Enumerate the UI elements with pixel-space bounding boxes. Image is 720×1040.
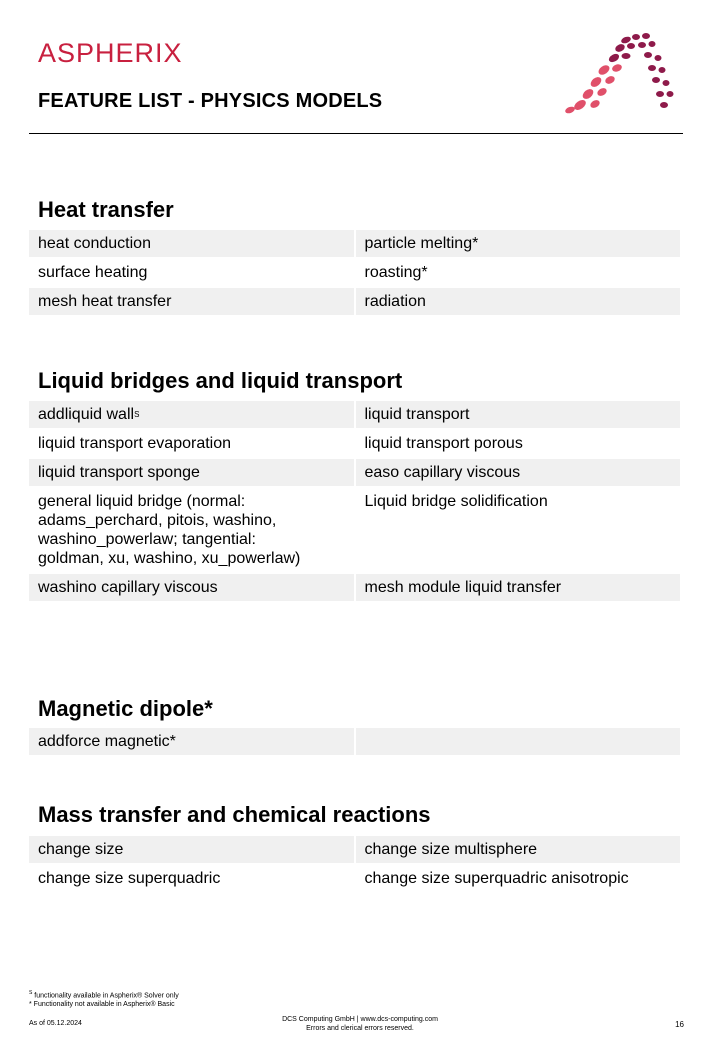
header-divider [29,133,683,134]
footer-disclaimer: Errors and clerical errors reserved. [306,1025,414,1032]
section-title-liquid-bridges: Liquid bridges and liquid transport [38,368,403,393]
table-row [29,259,680,286]
footer-date: As of 05.12.2024 [29,1020,82,1027]
table-cell: change size superquadric anisotropic [364,870,629,887]
table-cell: particle melting* [356,230,681,257]
table-cell [29,401,354,428]
solver-only-mark: S [134,410,140,419]
cell-line: goldman, xu, washino, xu_powerlaw) [38,550,301,567]
table-cell: mesh module liquid transfer [356,574,681,601]
magnetic-dipole-table [29,728,680,757]
cell-line: general liquid bridge (normal: [38,493,246,510]
mass-transfer-table [29,836,680,894]
page-number: 16 [675,1020,684,1029]
table-cell: easo capillary viscous [356,459,681,486]
liquid-bridges-table [29,401,680,603]
table-cell: mesh heat transfer [29,288,354,315]
table-row [29,401,680,428]
table-row [29,574,680,601]
table-cell: addforce magnetic* [29,728,354,755]
table-row [29,488,680,572]
table-cell: liquid transport evaporation [38,435,232,452]
cell-text: addliquid wall [38,406,135,423]
table-row [29,865,680,892]
table-row [29,430,680,457]
table-row [29,459,680,486]
table-row [29,728,680,755]
table-cell: change size [29,836,354,863]
footnote-solver-only [29,989,179,1000]
cell-line: washino_powerlaw; tangential: [38,531,256,548]
table-cell [29,488,354,572]
section-title-mass-transfer: Mass transfer and chemical reactions [38,802,431,827]
table-cell: change size superquadric [38,870,221,887]
table-cell: liquid transport [356,401,681,428]
brand-logotype: ASPHERIX [38,38,183,68]
page-title: FEATURE LIST - PHYSICS MODELS [38,90,383,112]
table-cell: heat conduction [29,230,354,257]
table-cell: change size multisphere [356,836,681,863]
table-row [29,230,680,257]
table-cell [356,728,681,755]
cell-line: adams_perchard, pitois, washino, [38,512,277,529]
footer-company [260,1015,460,1033]
table-cell: liquid transport porous [364,435,523,452]
footnotes [29,989,179,1009]
section-title-magnetic-dipole: Magnetic dipole* [38,696,213,721]
table-cell: surface heating [38,264,148,281]
section-title-heat-transfer: Heat transfer [38,197,174,222]
table-cell: radiation [356,288,681,315]
footnote-not-basic: * Functionality not available in Aspherix® Basic [29,1001,175,1009]
footer-company-line: DCS Computing GmbH | www.dcs-computing.com [282,1016,438,1023]
footnote-text: functionality available in Aspherix® Solver only [34,992,179,1000]
table-cell: washino capillary viscous [29,574,354,601]
heat-transfer-table [29,230,680,317]
table-cell: liquid transport sponge [29,459,354,486]
solver-only-mark: S [29,990,33,996]
table-cell: Liquid bridge solidification [364,493,548,510]
aspherix-logo-icon [560,28,678,116]
table-row [29,288,680,315]
table-cell: roasting* [364,264,428,281]
table-row [29,836,680,863]
